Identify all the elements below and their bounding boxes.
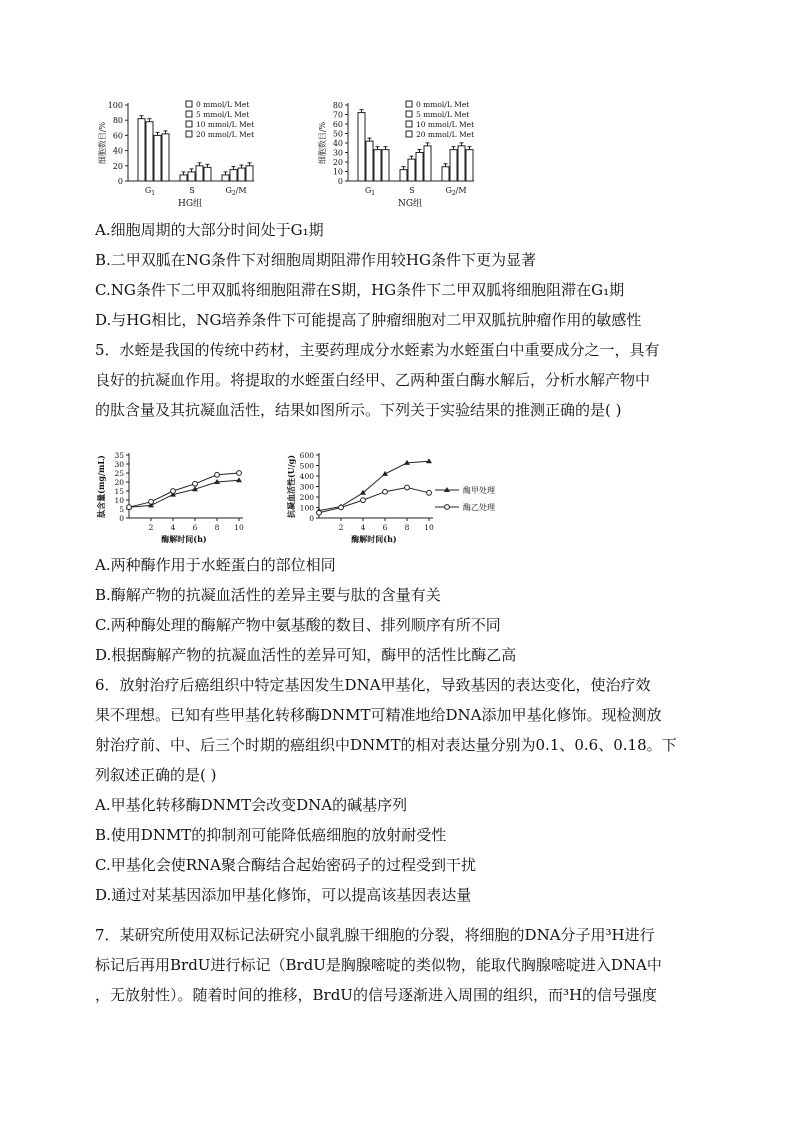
y-tick-label: 35	[114, 451, 124, 460]
text-line: C.两种酶处理的酶解产物中氨基酸的数目、排列顺序有所不同	[95, 616, 501, 634]
text-line: 的肽含量及其抗凝血活性，结果如图所示。下列关于实验结果的推测正确的是( )	[95, 401, 622, 419]
text-line: C.NG条件下二甲双胍将细胞阻滞在S期，HG条件下二甲双胍将细胞阻滞在G₁期	[95, 281, 625, 299]
y-tick-label: 20	[114, 478, 124, 487]
bar	[424, 146, 431, 181]
legend-swatch	[186, 111, 192, 117]
legend-label: 20 mmol/L Met	[196, 130, 255, 139]
data-point-circle	[237, 471, 242, 476]
bar	[374, 150, 381, 181]
legend-label: 0 mmol/L Met	[416, 100, 470, 109]
text-line: 射治疗前、中、后三个时期的癌组织中DNMT的相对表达量分别为0.1、0.6、0.18。下	[95, 736, 677, 754]
hg-bar-chart	[95, 95, 305, 215]
y-tick-label: 100	[107, 101, 123, 110]
text-line: A.两种酶作用于水蛭蛋白的部位相同	[95, 556, 336, 574]
x-tick-label: $G_2/M$	[445, 186, 467, 197]
legend-swatch	[186, 101, 192, 107]
x-tick-label: 6	[382, 523, 388, 532]
bar	[146, 122, 153, 181]
y-tick-label: 40	[112, 146, 123, 156]
y-axis-label: 细胞数目/%	[318, 121, 327, 165]
y-tick-label: 40	[332, 139, 343, 148]
text-line: D.根据酶解产物的抗凝血活性的差异可知，酶甲的活性比酶乙高	[95, 646, 517, 664]
legend-label: 5 mmol/L Met	[416, 110, 470, 119]
legend-label: 0 mmol/L Met	[196, 100, 250, 109]
y-tick-label: 0	[117, 177, 123, 186]
y-tick-label: 60	[112, 131, 123, 141]
text-line: B.酶解产物的抗凝血活性的差异主要与肽的含量有关	[95, 586, 441, 604]
bar	[204, 167, 211, 181]
y-tick-label: 10	[332, 167, 343, 177]
y-tick-label: 10	[114, 496, 124, 505]
data-point-circle	[215, 472, 220, 477]
x-tick-label: 8	[214, 523, 220, 532]
bar	[382, 150, 389, 181]
text-line: ，无放射性）。随着时间的推移，BrdU的信号逐渐进入周围的组织，而³H的信号强度	[95, 986, 658, 1004]
y-tick-label: 400	[299, 472, 314, 481]
text-line: 5．水蛭是我国的传统中药材，主要药理成分水蛭素为水蛭蛋白中重要成分之一，具有	[95, 341, 660, 359]
bar	[154, 135, 161, 181]
x-tick-label: 4	[360, 523, 366, 532]
bar	[408, 159, 415, 181]
data-point-circle	[171, 489, 176, 494]
y-tick-label: 0	[119, 514, 124, 523]
legend-swatch	[186, 131, 192, 137]
text-line: 6．放射治疗后癌组织中特定基因发生DNA甲基化，导致基因的表达变化，使治疗效	[95, 676, 651, 694]
x-tick-label: 10	[424, 523, 434, 532]
y-tick-label: 20	[112, 161, 123, 171]
legend-label: 酶甲处理	[463, 486, 495, 495]
y-axis-label: 抗凝血活性(U/g)	[286, 454, 296, 519]
x-tick-label: 2	[148, 523, 154, 532]
legend-swatch	[406, 131, 412, 137]
y-tick-label: 15	[114, 487, 124, 496]
bar	[466, 150, 473, 181]
y-tick-label: 200	[299, 493, 314, 502]
legend-label: 10 mmol/L Met	[416, 120, 475, 129]
data-point-circle	[149, 499, 154, 504]
legend-marker	[445, 505, 450, 510]
legend-label: 10 mmol/L Met	[196, 120, 255, 129]
text-line: B.二甲双胍在NG条件下对细胞周期阻滞作用较HG条件下更为显著	[95, 251, 536, 269]
series-line	[129, 473, 239, 507]
legend-label: 5 mmol/L Met	[196, 110, 250, 119]
y-tick-label: 500	[299, 461, 314, 471]
x-tick-label: 4	[170, 523, 176, 532]
bar	[400, 170, 407, 181]
text-line: D.通过对某基因添加甲基化修饰，可以提高该基因表达量	[95, 886, 472, 904]
bar	[238, 168, 245, 181]
data-point-circle	[361, 498, 366, 503]
legend-label: 酶乙处理	[463, 503, 495, 512]
data-point-triangle	[426, 458, 432, 463]
y-tick-label: 300	[299, 482, 314, 492]
data-point-triangle	[236, 477, 242, 482]
legend-swatch	[406, 121, 412, 127]
x-tick-label: S	[409, 186, 415, 195]
y-tick-label: 60	[332, 120, 343, 129]
anticoag-line-chart	[285, 448, 505, 548]
bar	[188, 172, 195, 181]
legend-swatch	[406, 101, 412, 107]
peptide-line-chart	[95, 448, 245, 548]
bar	[442, 167, 449, 181]
data-point-circle	[193, 481, 198, 486]
y-tick-label: 30	[332, 148, 343, 158]
text-line: 果不理想。已知有些甲基化转移酶DNMT可精准地给DNA添加甲基化修饰。现检测放	[95, 706, 662, 724]
x-tick-label: $G_1$	[144, 186, 156, 197]
y-tick-label: 30	[114, 460, 124, 469]
bar	[416, 153, 423, 182]
bar	[366, 141, 373, 181]
y-axis-label: 细胞数目/%	[98, 121, 107, 165]
data-point-circle	[317, 510, 322, 515]
x-tick-label: 10	[234, 523, 244, 532]
data-point-circle	[383, 489, 388, 494]
data-point-circle	[405, 485, 410, 490]
text-line: 标记后再用BrdU进行标记（BrdU是胸腺嘧啶的类似物，能取代胸腺嘧啶进入DNA中	[95, 956, 662, 974]
ng-bar-chart	[315, 95, 525, 215]
data-point-circle	[427, 490, 432, 495]
bar	[222, 175, 229, 181]
y-tick-label: 50	[332, 129, 343, 139]
x-tick-label: 6	[192, 523, 198, 532]
x-tick-label: $G_2/M$	[225, 186, 247, 197]
bar	[196, 166, 203, 181]
bar	[180, 175, 187, 181]
y-tick-label: 80	[332, 101, 343, 110]
data-point-circle	[127, 505, 132, 510]
chart-caption: HG组	[177, 199, 203, 209]
bar	[450, 150, 457, 181]
series-line	[319, 461, 429, 510]
legend-swatch	[186, 121, 192, 127]
bar	[358, 113, 365, 181]
x-tick-label: $G_1$	[364, 186, 376, 197]
x-tick-label: S	[189, 186, 195, 195]
data-point-circle	[339, 505, 344, 510]
y-tick-label: 0	[337, 177, 343, 186]
text-line: A.甲基化转移酶DNMT会改变DNA的碱基序列	[95, 796, 408, 814]
series-line	[319, 488, 429, 513]
y-tick-label: 600	[299, 451, 314, 460]
y-tick-label: 20	[332, 158, 343, 167]
text-line: 7．某研究所使用双标记法研究小鼠乳腺干细胞的分裂，将细胞的DNA分子用³H进行	[95, 926, 655, 944]
legend-label: 20 mmol/L Met	[416, 130, 475, 139]
y-tick-label: 25	[114, 469, 124, 478]
y-tick-label: 0	[309, 514, 314, 523]
x-axis-label: 酶解时间(h)	[161, 534, 207, 544]
y-axis-label: 肽含量(mg/mL)	[96, 455, 106, 518]
x-tick-label: 2	[338, 523, 344, 532]
text-line: 良好的抗凝血作用。将提取的水蛭蛋白经甲、乙两种蛋白酶水解后，分析水解产物中	[95, 371, 651, 389]
x-axis-label: 酶解时间(h)	[351, 534, 397, 544]
y-tick-label: 5	[119, 505, 124, 514]
y-tick-label: 80	[112, 116, 123, 126]
legend-swatch	[406, 111, 412, 117]
bar	[246, 166, 253, 181]
bar	[138, 119, 145, 181]
text-line: A.细胞周期的大部分时间处于G₁期	[95, 221, 324, 239]
bar	[162, 134, 169, 181]
y-tick-label: 70	[332, 110, 343, 120]
text-line: B.使用DNMT的抑制剂可能降低癌细胞的放射耐受性	[95, 826, 447, 844]
x-tick-label: 8	[404, 523, 410, 532]
chart-caption: NG组	[397, 199, 423, 209]
text-line: D.与HG相比，NG培养条件下可能提高了肿瘤细胞对二甲双胍抗肿瘤作用的敏感性	[95, 311, 642, 329]
bar	[230, 170, 237, 181]
text-line: C.甲基化会使RNA聚合酶结合起始密码子的过程受到干扰	[95, 856, 476, 874]
text-line: 列叙述正确的是( )	[95, 766, 217, 784]
y-tick-label: 100	[299, 503, 314, 513]
bar	[458, 146, 465, 181]
